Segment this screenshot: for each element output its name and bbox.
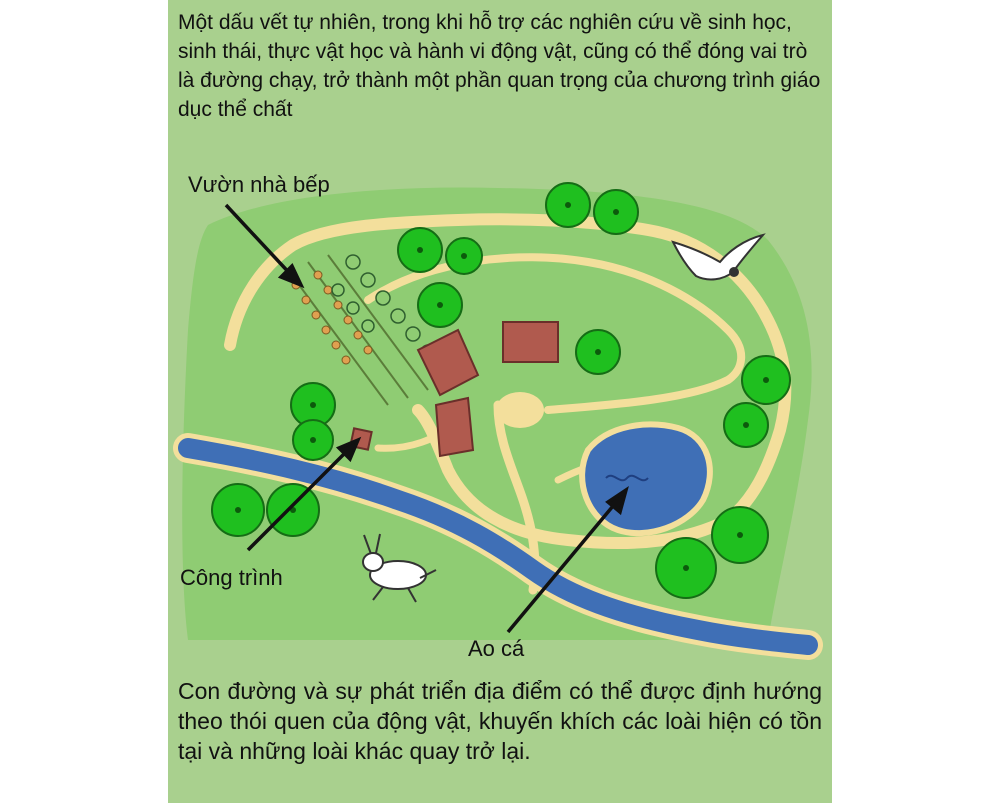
building-2	[503, 322, 558, 362]
label-kitchen-garden: Vườn nhà bếp	[188, 172, 330, 197]
label-building: Công trình	[180, 565, 283, 590]
diagram-panel	[168, 0, 832, 803]
central-plaza	[496, 392, 544, 428]
label-fish-pond: Ao cá	[468, 636, 525, 661]
building-3	[436, 398, 473, 456]
closing-text: Con đường và sự phát triển địa điểm có thể được định hướng theo thói quen của động vật, khuyến khích các loài hiện có tồn tại và những loài khác quay trở lại.	[178, 678, 822, 764]
intro-text: Một dấu vết tự nhiên, trong khi hỗ trợ các nghiên cứu về sinh học, sinh thái, thực vật học và hành vi động vật, cũng có thể đóng vai trò là đường chạy, trở thành một phần quan trọng của chương trình giáo dục thể chất	[178, 11, 821, 121]
